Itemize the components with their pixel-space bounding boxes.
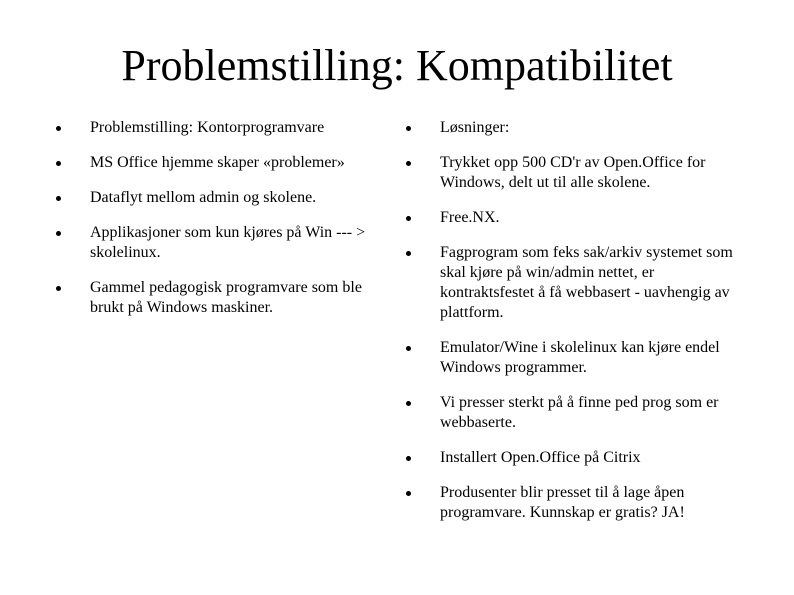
right-list-item (406, 338, 746, 378)
left-list-item (56, 278, 396, 318)
left-item-text: MS Office hjemme skaper «problemer» (90, 154, 345, 171)
bullet-dot-icon (406, 216, 411, 221)
bullet-dot-icon (406, 161, 411, 166)
right-list-item (406, 153, 746, 193)
right-list-item (406, 483, 746, 523)
bullet-dot-icon (406, 346, 411, 351)
bullet-dot-icon (56, 286, 61, 291)
right-item-text: Vi presser sterkt på å finne ped prog som er webbaserte. (440, 394, 719, 431)
bullet-dot-icon (56, 231, 61, 236)
right-bullet-list (406, 118, 746, 538)
right-item-text: Fagprogram som feks sak/arkiv systemet som skal kjøre på win/admin nettet, er kontraktsfestet å få webbasert - uavhengig av plattform. (440, 244, 733, 321)
right-item-text: Free.NX. (440, 209, 500, 226)
bullet-dot-icon (56, 126, 61, 131)
left-list-item (56, 118, 396, 138)
left-list-item (56, 153, 396, 173)
right-list-item (406, 448, 746, 468)
right-item-text: Installert Open.Office på Citrix (440, 449, 641, 466)
right-item-text: Løsninger: (440, 119, 510, 136)
left-list-item (56, 223, 396, 263)
right-item-text: Emulator/Wine i skolelinux kan kjøre endel Windows programmer. (440, 339, 720, 376)
right-item-text: Produsenter blir presset til å lage åpen programvare. Kunnskap er gratis? JA! (440, 484, 685, 521)
left-item-text: Applikasjoner som kun kjøres på Win --- > skolelinux. (90, 224, 366, 261)
bullet-dot-icon (406, 126, 411, 131)
right-list-item (406, 208, 746, 228)
right-list-item (406, 243, 746, 323)
bullet-dot-icon (56, 196, 61, 201)
right-list-item (406, 118, 746, 138)
bullet-dot-icon (406, 401, 411, 406)
left-item-text: Problemstilling: Kontorprogramvare (90, 119, 325, 136)
bullet-dot-icon (56, 161, 61, 166)
left-bullet-list (56, 118, 396, 333)
bullet-dot-icon (406, 456, 411, 461)
bullet-dot-icon (406, 251, 411, 256)
right-item-text: Trykket opp 500 CD'r av Open.Office for Windows, delt ut til alle skolene. (440, 154, 706, 191)
left-item-text: Gammel pedagogisk programvare som ble brukt på Windows maskiner. (90, 279, 362, 316)
left-list-item (56, 188, 396, 208)
bullet-dot-icon (406, 491, 411, 496)
left-item-text: Dataflyt mellom admin og skolene. (90, 189, 317, 206)
right-list-item (406, 393, 746, 433)
slide-title: Problemstilling: Kompatibilitet (121, 41, 673, 90)
